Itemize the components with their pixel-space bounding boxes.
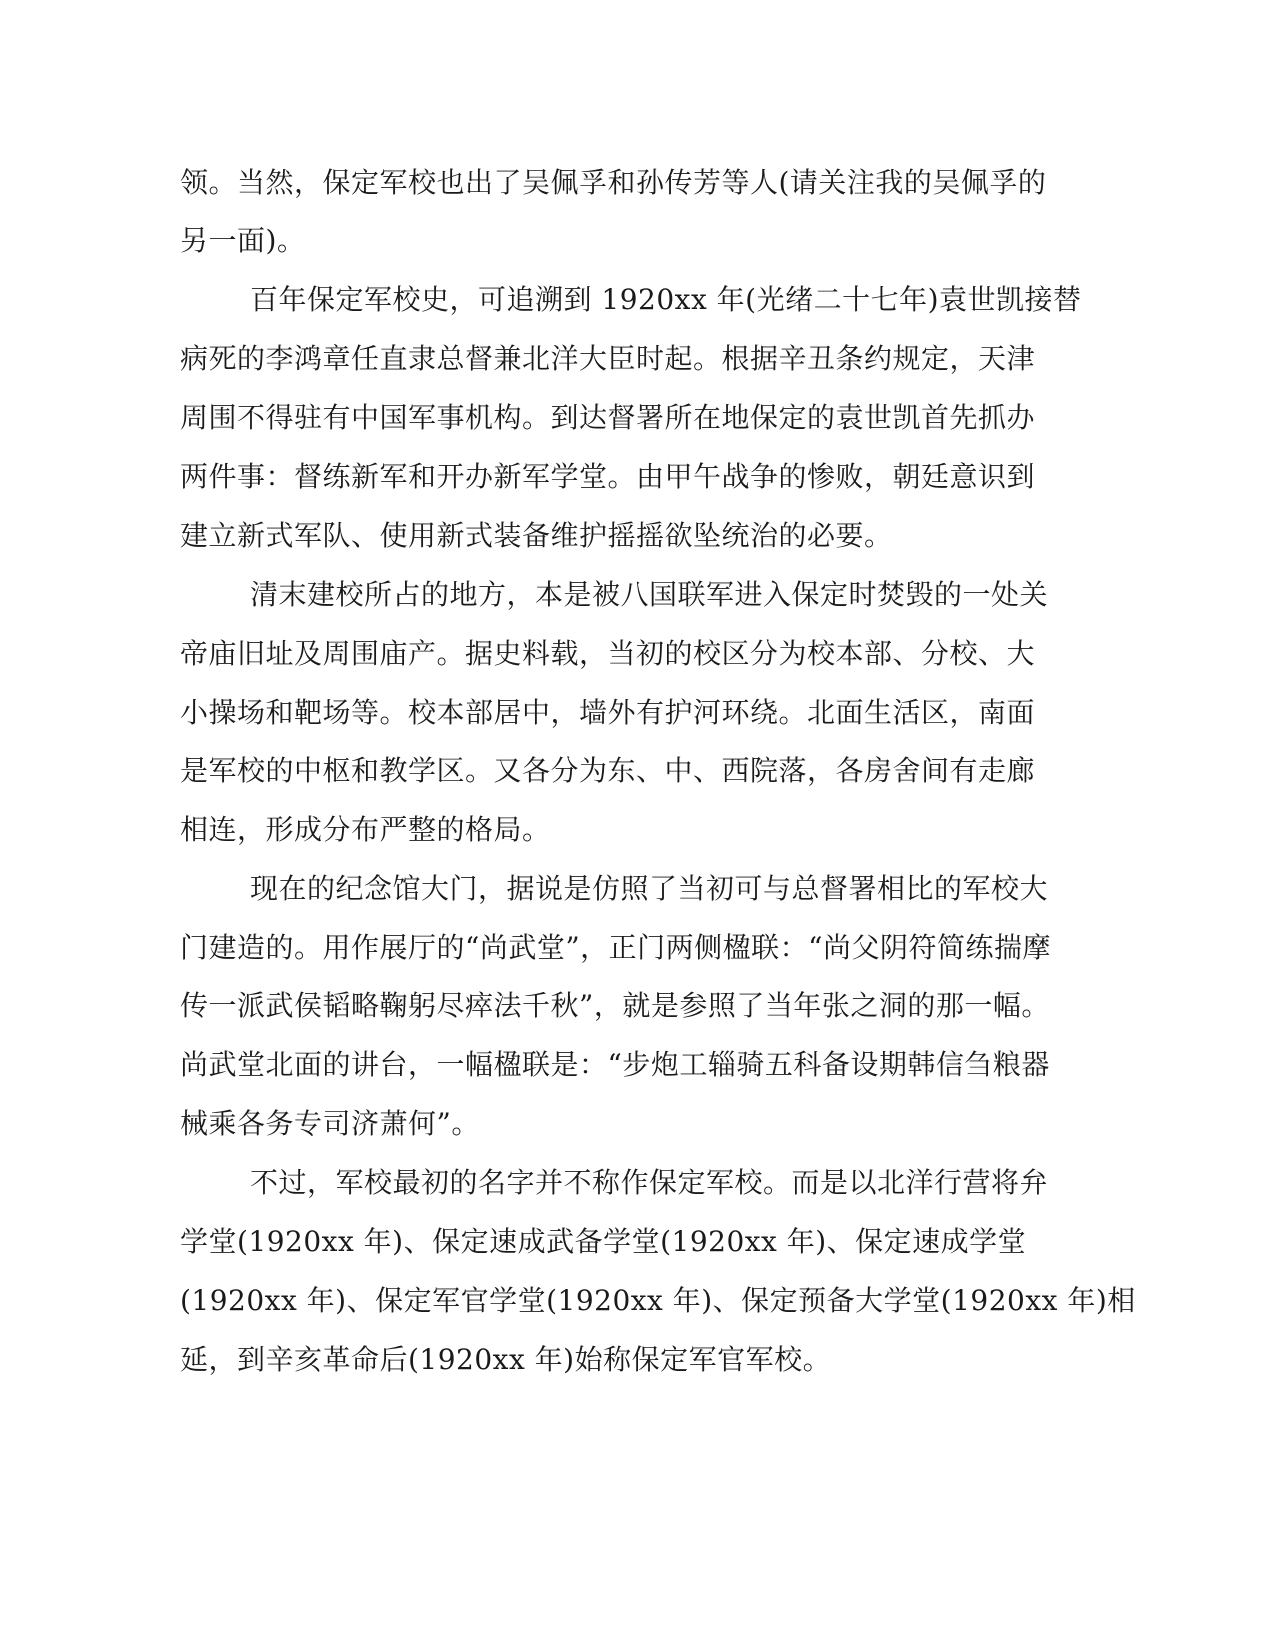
paragraph-start-line: 不过，军校最初的名字并不称作保定军校。而是以北洋行营将弁 — [250, 1166, 1049, 1199]
text-line: 小操场和靶场等。校本部居中，墙外有护河环绕。北面生活区，南面 — [180, 696, 1036, 729]
text-line: 门建造的。用作展厅的“尚武堂”，正门两侧楹联：“尚父阴符简练揣摩 — [180, 931, 1051, 964]
text-line: 延，到辛亥革命后(1920xx 年)始称保定军官军校。 — [180, 1343, 832, 1376]
text-line: (1920xx 年)、保定军官学堂(1920xx 年)、保定预备大学堂(1920xx 年)相 — [180, 1284, 1136, 1317]
text-line: 学堂(1920xx 年)、保定速成武备学堂(1920xx 年)、保定速成学堂 — [180, 1225, 1027, 1258]
text-line: 传一派武侯韬略鞠躬尽瘁法千秋”，就是参照了当年张之洞的那一幅。 — [180, 989, 1050, 1022]
text-line: 建立新式军队、使用新式装备维护摇摇欲坠统治的必要。 — [180, 519, 893, 552]
text-line: 领。当然，保定军校也出了吴佩孚和孙传芳等人(请关注我的吴佩孚的 — [180, 166, 1047, 199]
text-line: 另一面)。 — [180, 224, 306, 257]
text-line: 病死的李鸿章任直隶总督兼北洋大臣时起。根据辛丑条约规定，天津 — [180, 342, 1036, 375]
text-line: 周围不得驻有中国军事机构。到达督署所在地保定的袁世凯首先抓办 — [180, 401, 1036, 434]
text-line: 两件事：督练新军和开办新军学堂。由甲午战争的惨败，朝廷意识到 — [180, 460, 1036, 493]
text-line: 是军校的中枢和教学区。又各分为东、中、西院落，各房舍间有走廊 — [180, 754, 1036, 787]
paragraph-start-line: 百年保定军校史，可追溯到 1920xx 年(光绪二十七年)袁世凯接替 — [250, 283, 1082, 316]
paragraph-start-line: 清末建校所占的地方，本是被八国联军进入保定时焚毁的一处关 — [250, 578, 1049, 611]
text-line: 帝庙旧址及周围庙产。据史料载，当初的校区分为校本部、分校、大 — [180, 637, 1036, 670]
text-line: 尚武堂北面的讲台，一幅楹联是：“步炮工辎骑五科备设期韩信刍粮器 — [180, 1048, 1050, 1081]
text-line: 相连，形成分布严整的格局。 — [180, 813, 551, 846]
paragraph-start-line: 现在的纪念馆大门，据说是仿照了当初可与总督署相比的军校大 — [250, 872, 1049, 905]
text-line: 械乘各务专司济萧何”。 — [180, 1107, 480, 1140]
